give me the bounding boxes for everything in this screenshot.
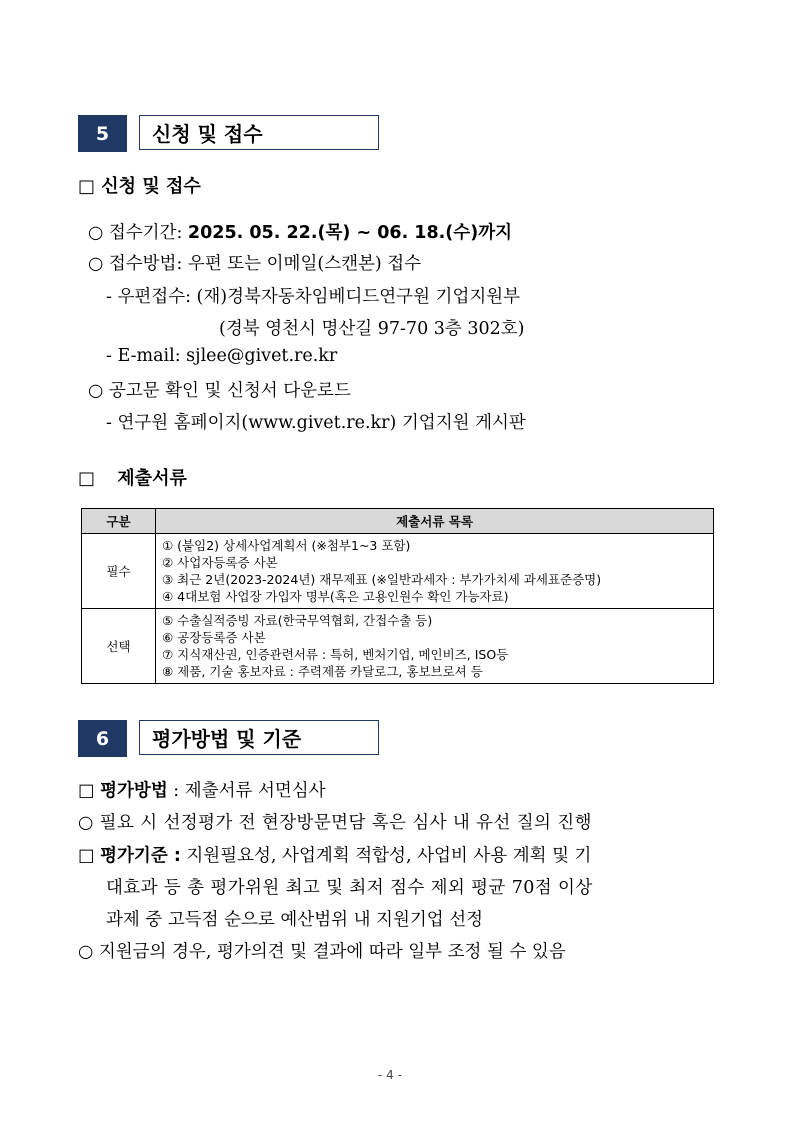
notice-download: ○ 공고문 확인 및 신청서 다운로드: [88, 381, 351, 401]
table-header-category: 구분: [82, 509, 156, 534]
section-6-title: 평가방법 및 기준: [139, 720, 379, 755]
row-category-required: 필수: [82, 534, 156, 609]
email-reception: - E-mail: sjlee@givet.re.kr: [106, 346, 338, 366]
reception-period-prefix: ○ 접수기간:: [88, 223, 188, 243]
evaluation-method-label: 평가방법: [100, 781, 168, 801]
list-item: ④ 4대보험 사업장 가입자 명부(혹은 고용인원수 확인 가능자료): [162, 589, 509, 604]
section-6-number: 6: [78, 720, 127, 757]
postal-reception: - 우편접수: (재)경북자동차임베디드연구원 기업지원부: [106, 287, 521, 307]
list-item: ② 사업자등록증 사본: [162, 555, 278, 570]
evaluation-criteria: [78, 842, 591, 867]
documents-table: [81, 508, 714, 684]
evaluation-method-note: ○ 필요 시 선정평가 전 현장방문면담 혹은 심사 내 유선 질의 진행: [78, 813, 592, 833]
homepage-board: - 연구원 홈페이지(www.givet.re.kr) 기업지원 게시판: [106, 413, 526, 433]
list-item: ⑤ 수출실적증빙 자료(한국무역협회, 간접수출 등): [162, 613, 433, 628]
list-item: ⑦ 지식재산권, 인증관련서류 : 특허, 벤처기업, 메인비즈, ISO등: [162, 647, 509, 662]
section-5-title: 신청 및 접수: [139, 115, 379, 150]
evaluation-method: [78, 777, 326, 802]
list-item: ⑥ 공장등록증 사본: [162, 630, 266, 645]
evaluation-method-text: : 제출서류 서면심사: [167, 781, 326, 801]
row-items-optional: [156, 609, 714, 684]
grant-adjust-note: ○ 지원금의 경우, 평가의견 및 결과에 따라 일부 조정 될 수 있음: [78, 942, 566, 962]
subheading-application: □ 신청 및 접수: [78, 176, 201, 197]
checkbox-icon: □: [78, 846, 101, 866]
reception-period: [88, 219, 512, 244]
page-number: - 4 -: [378, 1068, 402, 1082]
subheading-documents-label: 제출서류: [117, 468, 187, 489]
evaluation-criteria-line3: 과제 중 고득점 순으로 예산범위 내 지원기업 선정: [106, 910, 484, 930]
row-category-optional: 선택: [82, 609, 156, 684]
table-header-row: [82, 509, 714, 534]
subheading-documents: [78, 464, 187, 490]
section-5-number: 5: [78, 115, 127, 152]
row-items-required: [156, 534, 714, 609]
postal-address: (경북 영천시 명산길 97-70 3층 302호): [219, 319, 525, 339]
checkbox-icon: □: [78, 781, 101, 801]
table-row: [82, 609, 714, 684]
table-row: [82, 534, 714, 609]
table-header-documents: 제출서류 목록: [156, 509, 714, 534]
list-item: ① (붙임2) 상세사업계획서 (※첨부1~3 포함): [162, 538, 411, 553]
reception-period-value: 2025. 05. 22.(목) ~ 06. 18.(수)까지: [187, 223, 513, 243]
evaluation-criteria-label: 평가기준 :: [100, 846, 181, 866]
evaluation-criteria-line1: 지원필요성, 사업계획 적합성, 사업비 사용 계획 및 기: [180, 846, 592, 866]
list-item: ③ 최근 2년(2023-2024년) 재무제표 (※일반과세자 : 부가가치세 과세표준증명): [162, 572, 602, 587]
checkbox-icon: □: [78, 468, 96, 489]
list-item: ⑧ 제품, 기술 홍보자료 : 주력제품 카달로그, 홍보브로셔 등: [162, 664, 483, 679]
evaluation-criteria-line2: 대효과 등 총 평가위원 최고 및 최저 점수 제외 평균 70점 이상: [106, 878, 593, 898]
reception-method: ○ 접수방법: 우편 또는 이메일(스캔본) 접수: [88, 254, 422, 274]
